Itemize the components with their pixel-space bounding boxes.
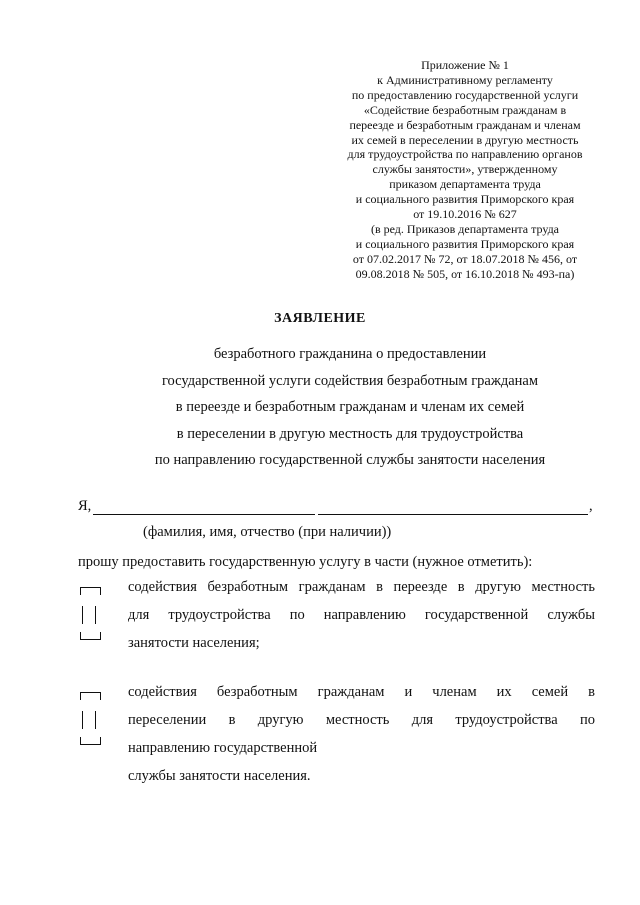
- appendix-line: Приложение № 1: [421, 58, 509, 72]
- appendix-line: 09.08.2018 № 505, от 16.10.2018 № 493-па): [355, 266, 575, 281]
- appendix-line: «Содействие безработным гражданам в: [363, 102, 567, 117]
- document-subtitle: [80, 341, 620, 474]
- appendix-line: к Административному регламенту: [377, 72, 553, 87]
- ya-label: Я,: [78, 498, 92, 514]
- subtitle-line: государственной услуги содействия безработным гражданам: [161, 372, 539, 389]
- option-line: направлению государственной: [128, 740, 318, 756]
- appendix-line: от 07.02.2017 № 72, от 18.07.2018 № 456, от: [352, 251, 578, 266]
- option-1-text: [128, 573, 595, 657]
- appendix-line: службы занятости», утвержденному: [372, 162, 558, 177]
- appendix-line: переезде и безработным гражданам и членам: [349, 117, 581, 132]
- option-2-checkbox[interactable]: [80, 692, 100, 746]
- option-2-text: [128, 678, 595, 790]
- document-title: ЗАЯВЛЕНИЕ: [274, 311, 366, 326]
- appendix-line: их семей в переселении в другую местность: [351, 132, 579, 147]
- subtitle-line: в переезде и безработным гражданам и членам их семей: [175, 399, 525, 415]
- option-line: содействия безработным гражданам в переезде в другую местность: [128, 579, 595, 595]
- option-line: для трудоустройства по направлению государственной службы: [128, 607, 595, 623]
- appendix-line: от 19.10.2016 № 627: [413, 207, 517, 222]
- applicant-name-field-continued[interactable]: [318, 514, 588, 515]
- subtitle-line: в переселении в другую местность для трудоустройства: [176, 425, 524, 442]
- name-field-hint: (фамилия, имя, отчество (при наличии)): [143, 524, 392, 540]
- subtitle-line: по направлению государственной службы занятости населения: [154, 452, 546, 468]
- appendix-line: (в ред. Приказов департамента труда: [370, 221, 560, 236]
- option-line: занятости населения;: [128, 635, 260, 651]
- request-text: прошу предоставить государственную услугу в части (нужное отметить):: [78, 554, 533, 570]
- option-line: содействия безработным гражданам и членам их семей в: [128, 684, 595, 700]
- subtitle-line: безработного гражданина о предоставлении: [213, 346, 487, 362]
- applicant-name-row: [78, 498, 598, 518]
- appendix-line: для трудоустройства по направлению органов: [347, 147, 583, 162]
- applicant-name-field[interactable]: [93, 514, 315, 515]
- option-line: переселении в другую местность для трудоустройства по: [128, 712, 595, 728]
- appendix-header: [330, 58, 600, 282]
- appendix-line: и социального развития Приморского края: [355, 236, 575, 251]
- appendix-line: приказом департамента труда: [389, 177, 541, 192]
- appendix-line: по предоставлению государственной услуги: [351, 87, 579, 102]
- option-1-checkbox[interactable]: [80, 587, 100, 641]
- comma: ,: [589, 498, 593, 514]
- appendix-line: и социального развития Приморского края: [355, 192, 575, 207]
- option-line: службы занятости населения.: [128, 768, 311, 784]
